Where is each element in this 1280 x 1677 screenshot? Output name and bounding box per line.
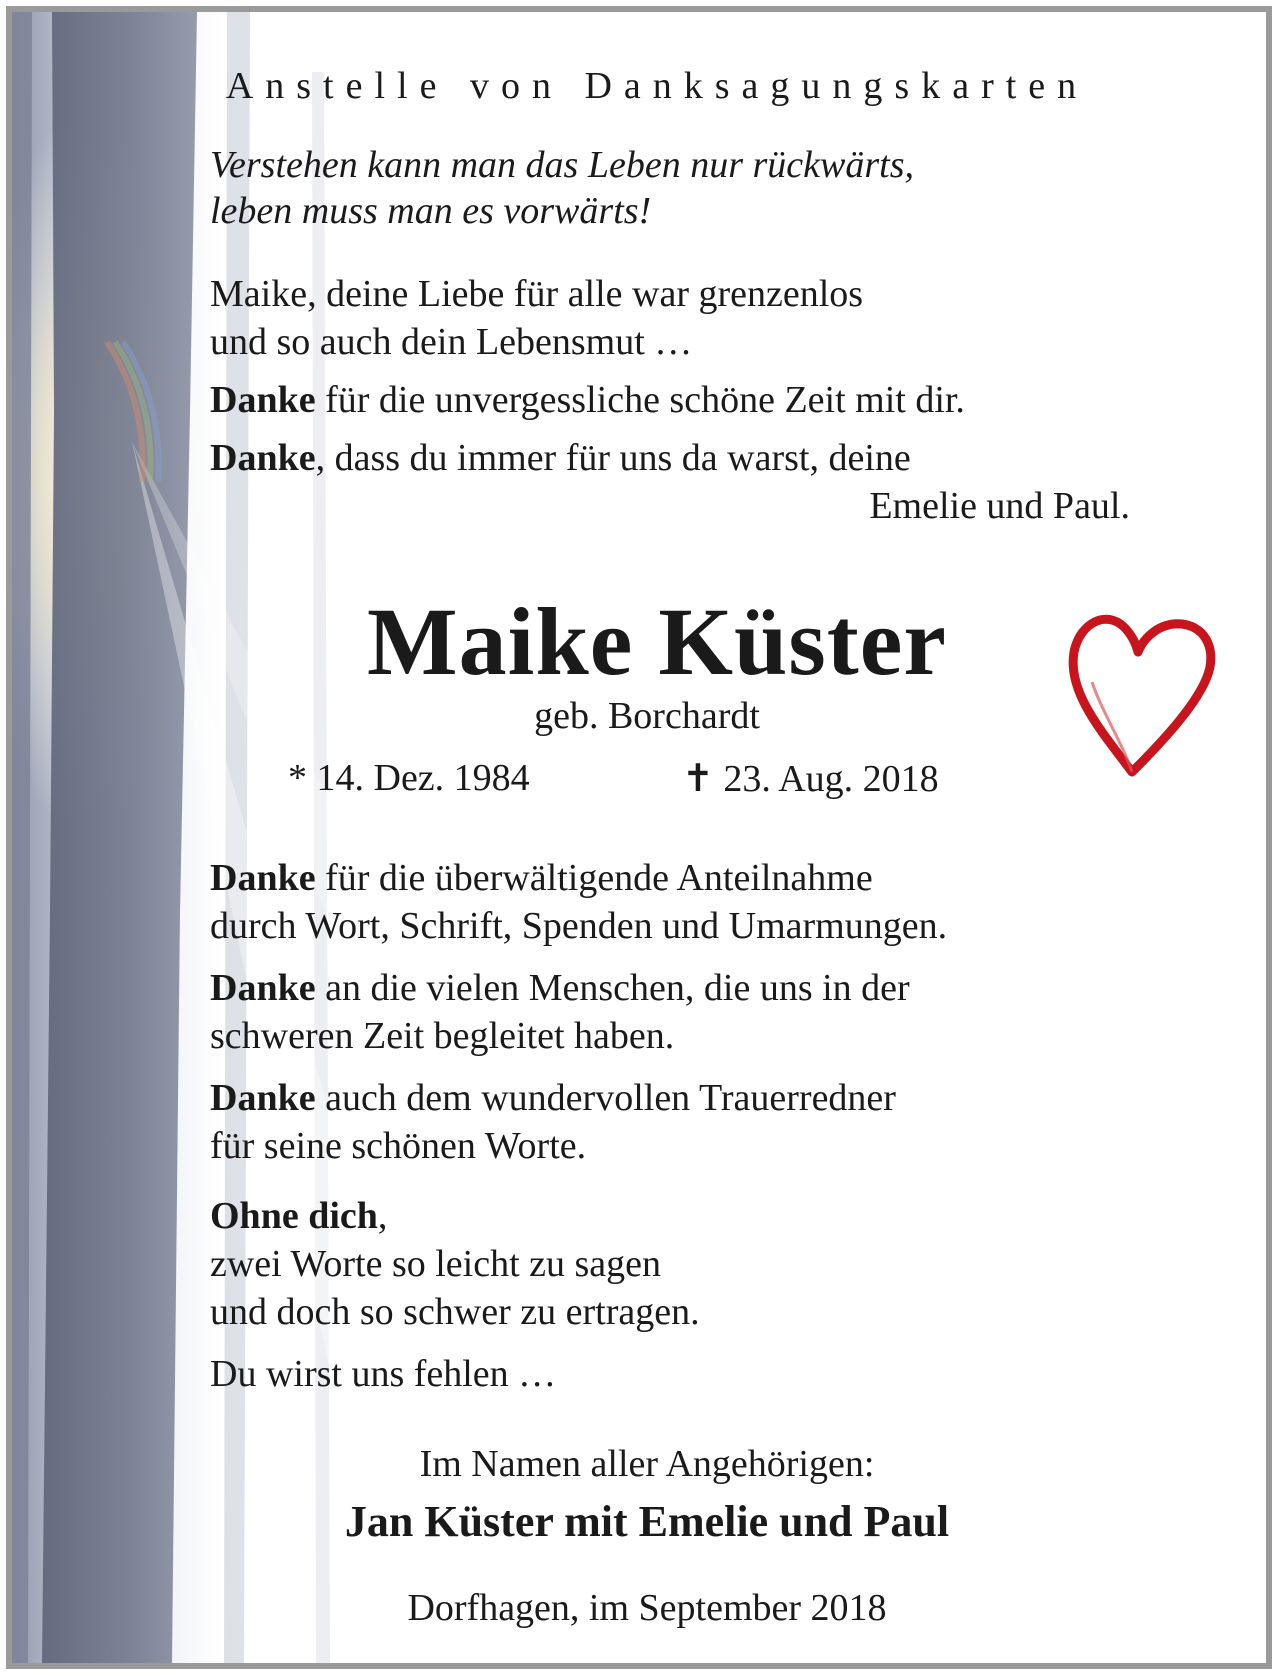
- thanks-text: auch dem wundervollen Trauerredner: [315, 1077, 896, 1119]
- birth-date: * 14. Dez. 1984: [288, 757, 530, 799]
- thanks-text: , dass du immer für uns da warst, deine: [315, 437, 911, 479]
- place-date: Dorfhagen, im September 2018: [407, 1587, 887, 1629]
- poem-bold-words: Ohne dich: [210, 1195, 378, 1237]
- children-signature: Emelie und Paul.: [869, 485, 1130, 527]
- poem-comma: ,: [377, 1195, 388, 1237]
- poem-line-2: zwei Worte so leicht zu sagen: [210, 1243, 662, 1285]
- thanks-line: [210, 1074, 896, 1122]
- thanks-text: an die vielen Menschen, die uns in der: [315, 967, 910, 1009]
- thanks-bold-word: Danke: [210, 967, 316, 1009]
- thanks-bold-word: Danke: [210, 437, 316, 479]
- thanks-line: [210, 434, 911, 482]
- family-signature: Jan Küster mit Emelie und Paul: [344, 1497, 950, 1546]
- intro-line-2: und so auch dein Lebensmut …: [210, 321, 693, 363]
- death-date: ✝ 23. Aug. 2018: [682, 758, 939, 800]
- poem-line-4: Du wirst uns fehlen …: [210, 1353, 557, 1395]
- intro-line-1: Maike, deine Liebe für alle war grenzenlos: [210, 273, 864, 315]
- thanks-bold-word: Danke: [210, 1077, 316, 1119]
- poem-line-1: [210, 1192, 387, 1240]
- thanks-line: [210, 376, 965, 424]
- quote-line-1: Verstehen kann man das Leben nur rückwärts,: [210, 144, 914, 186]
- thanks-line-2: schweren Zeit begleitet haben.: [210, 1015, 675, 1057]
- obituary-content: [12, 12, 1266, 1663]
- deceased-name: Maike Küster: [367, 588, 947, 695]
- poem-line-3: und doch so schwer zu ertragen.: [210, 1291, 700, 1333]
- quote-line-2: leben muss man es vorwärts!: [210, 190, 652, 232]
- thanks-line: [210, 964, 910, 1012]
- header-title: Anstelle von Danksagungskarten: [225, 65, 1089, 107]
- maiden-name: geb. Borchardt: [534, 695, 760, 737]
- thanks-text: für die unvergessliche schöne Zeit mit dir.: [315, 379, 965, 421]
- thanks-line: [210, 854, 873, 902]
- thanks-bold-word: Danke: [210, 379, 316, 421]
- thanks-bold-word: Danke: [210, 857, 316, 899]
- thanks-text: für die überwältigende Anteilnahme: [315, 857, 873, 899]
- closing-intro: Im Namen aller Angehörigen:: [419, 1443, 875, 1485]
- thanks-line-2: durch Wort, Schrift, Spenden und Umarmungen.: [210, 905, 948, 947]
- obituary-card: [6, 6, 1272, 1669]
- thanks-line-2: für seine schönen Worte.: [210, 1125, 587, 1167]
